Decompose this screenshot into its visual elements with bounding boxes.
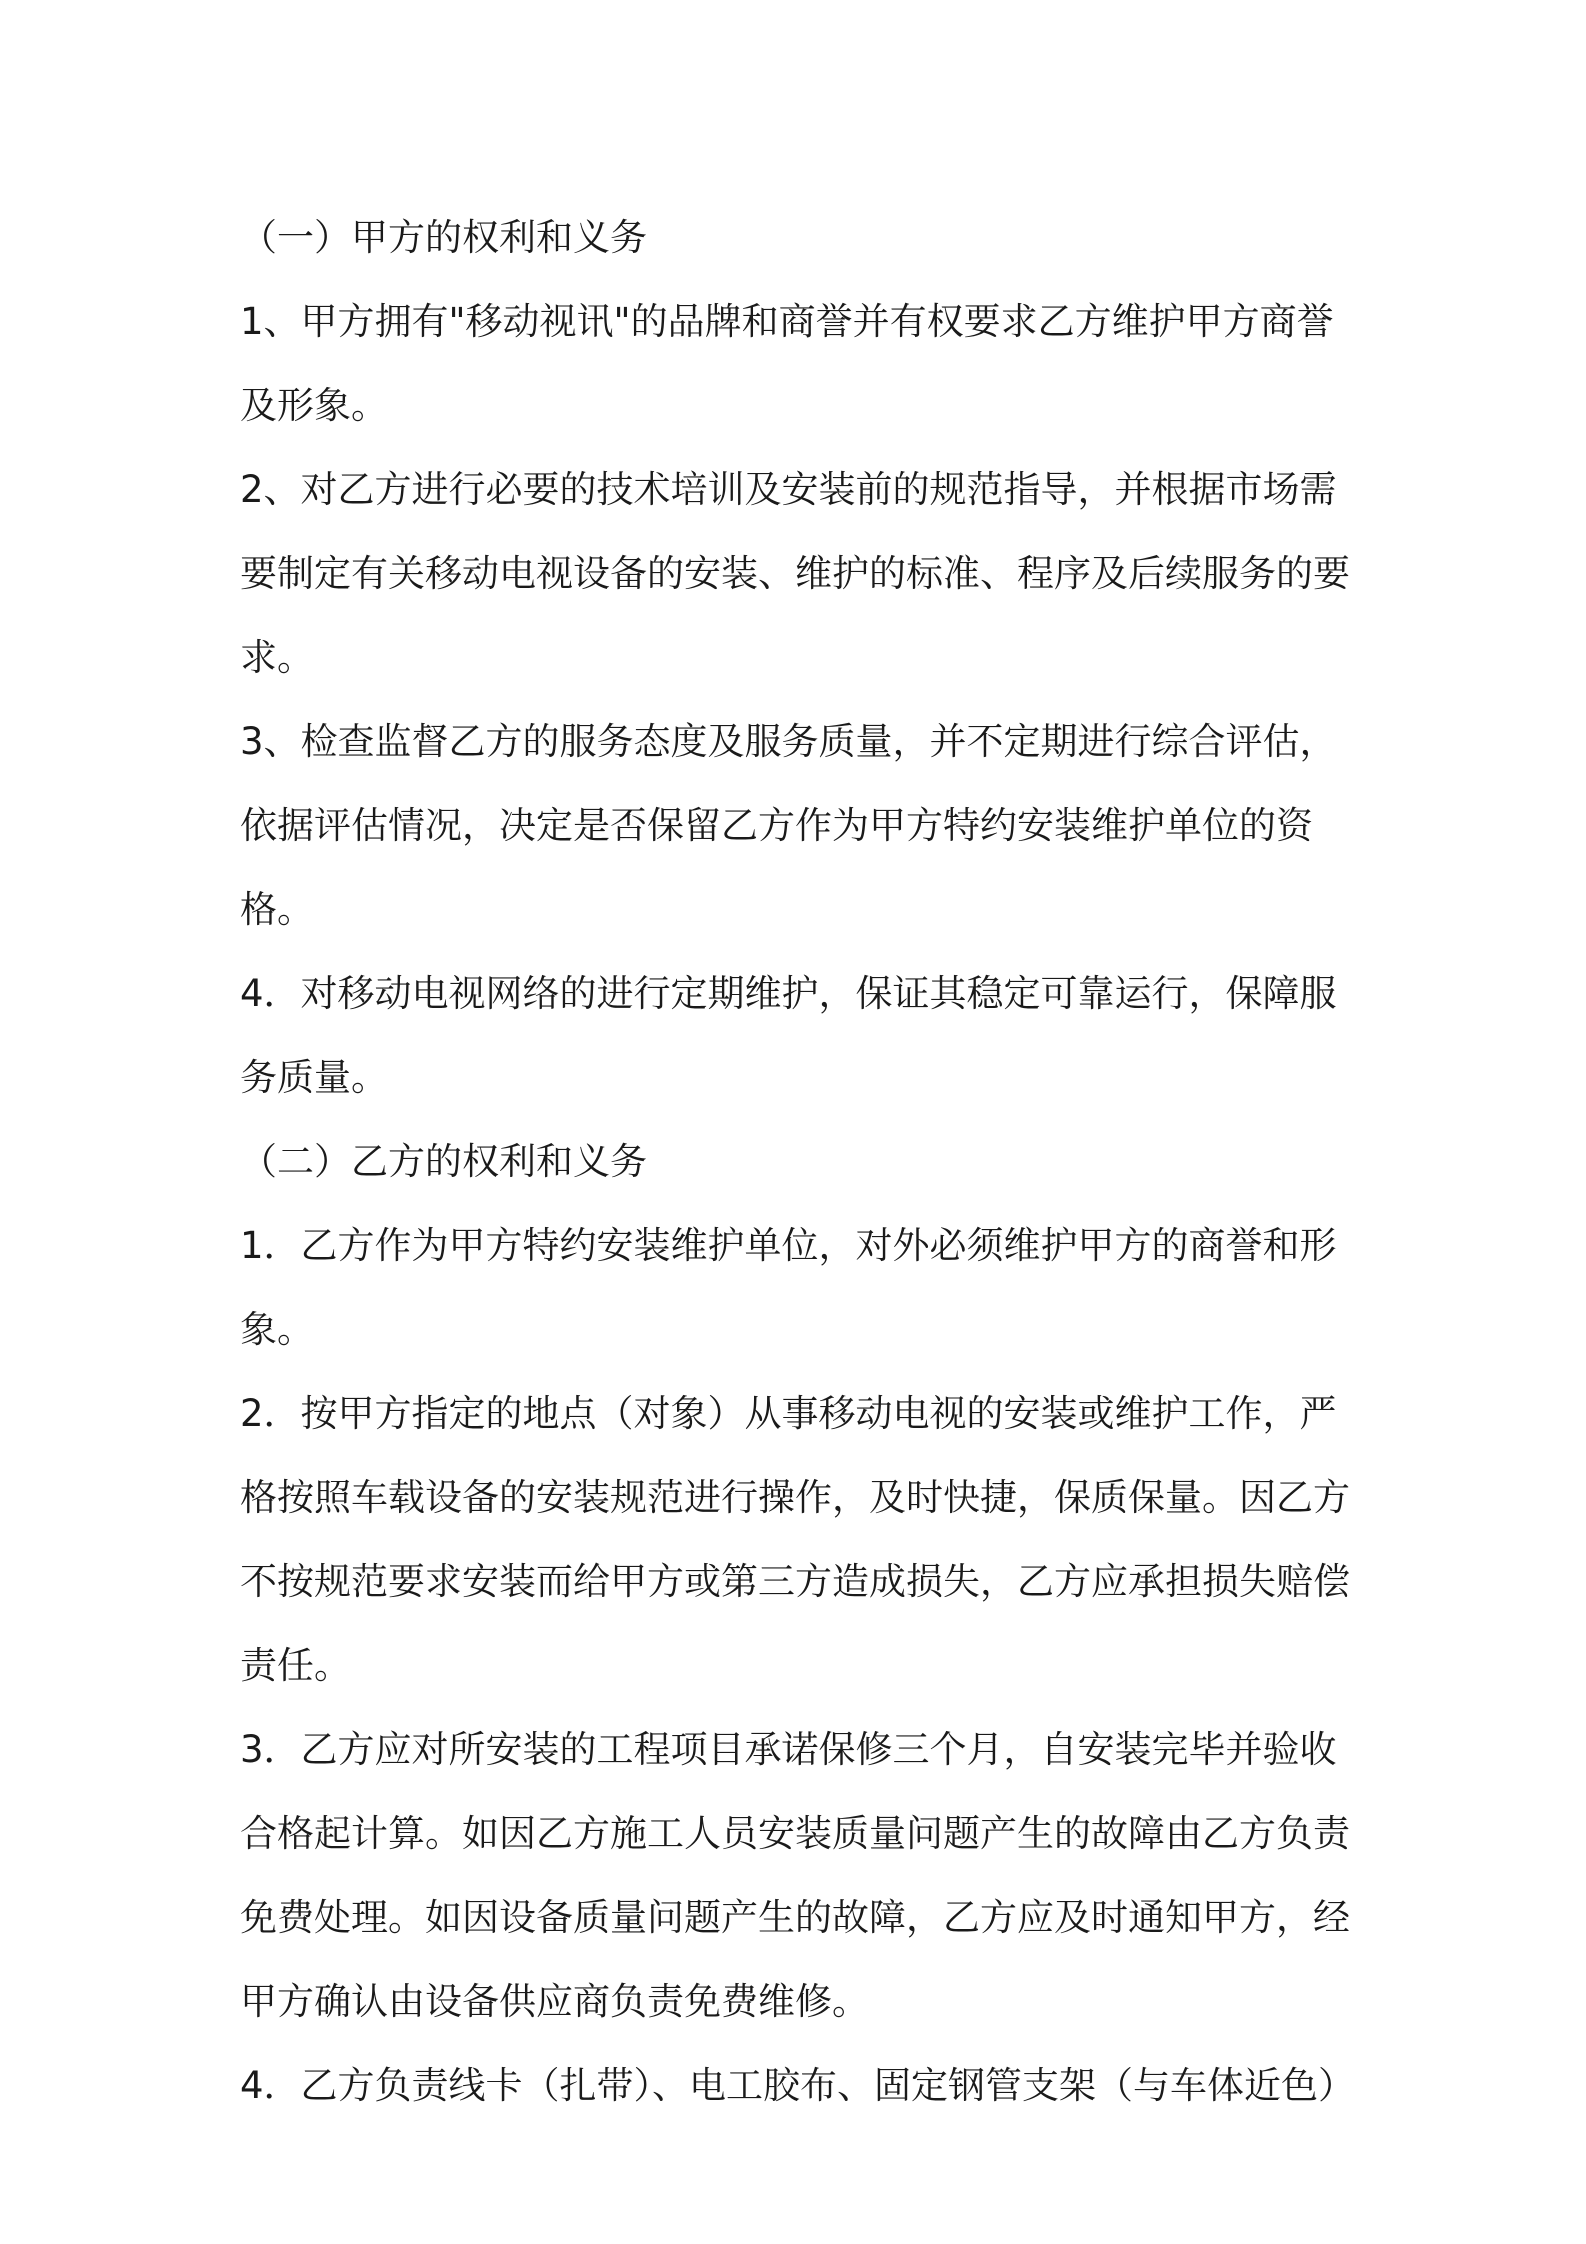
document-body	[240, 196, 1365, 2128]
party-b-clause-2: 2．按甲方指定的地点（对象）从事移动电视的安装或维护工作，严格按照车载设备的安装规范进行操作，及时快捷，保质保量。因乙方不按规范要求安装而给甲方或第三方造成损失，乙方应承担损失赔偿责任。	[240, 1392, 1350, 1687]
section-heading-party-b: （二）乙方的权利和义务	[240, 1140, 647, 1183]
party-b-clause-3: 3．乙方应对所安装的工程项目承诺保修三个月，自安装完毕并验收合格起计算。如因乙方施工人员安装质量问题产生的故障由乙方负责免费处理。如因设备质量问题产生的故障，乙方应及时通知甲方，经甲方确认由设备供应商负责免费维修。	[240, 1728, 1350, 2023]
party-a-clause-2: 2、对乙方进行必要的技术培训及安装前的规范指导，并根据市场需要制定有关移动电视设备的安装、维护的标准、程序及后续服务的要求。	[240, 468, 1350, 679]
party-a-clause-4: 4．对移动电视网络的进行定期维护，保证其稳定可靠运行，保障服务质量。	[240, 972, 1337, 1099]
party-b-clause-1: 1．乙方作为甲方特约安装维护单位，对外必须维护甲方的商誉和形象。	[240, 1224, 1337, 1351]
party-b-clause-4: 4．乙方负责线卡（扎带）、电工胶布、固定钢管支架（与车体近色）	[240, 2064, 1356, 2107]
section-heading-party-a: （一）甲方的权利和义务	[240, 216, 647, 259]
party-a-clause-1: 1、甲方拥有"移动视讯"的品牌和商誉并有权要求乙方维护甲方商誉及形象。	[240, 300, 1334, 427]
party-a-clause-3: 3、检查监督乙方的服务态度及服务质量，并不定期进行综合评估，依据评估情况，决定是否保留乙方作为甲方特约安装维护单位的资格。	[240, 720, 1337, 931]
